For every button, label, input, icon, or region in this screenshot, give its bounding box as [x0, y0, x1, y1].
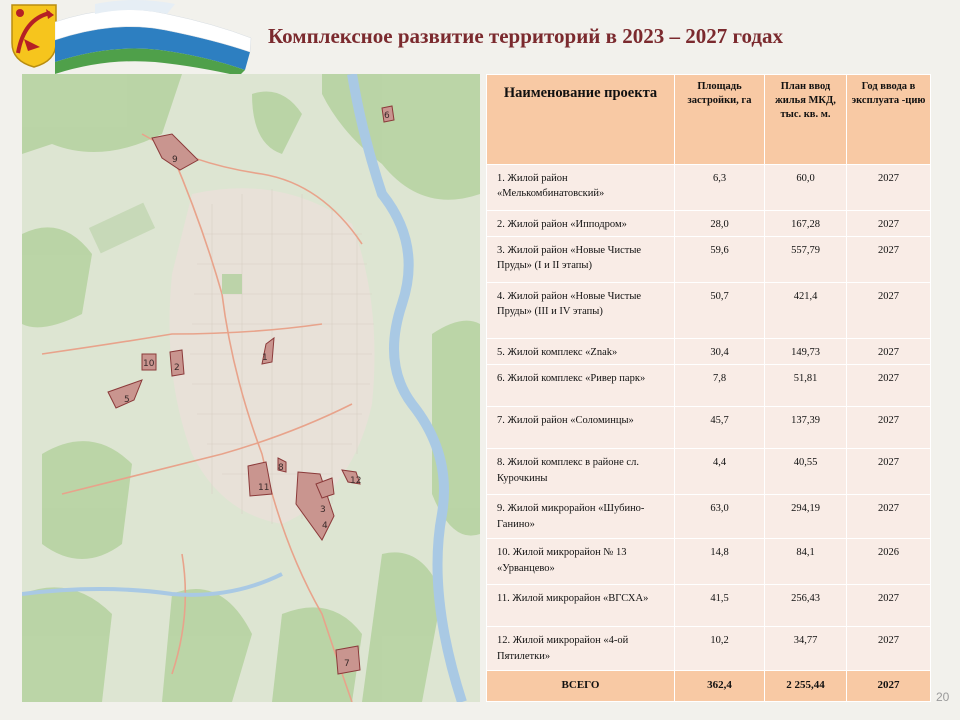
project-plan: 34,77	[765, 627, 847, 671]
project-year: 2027	[847, 365, 931, 407]
total-label: ВСЕГО	[487, 671, 675, 702]
table-row	[487, 449, 931, 495]
project-year: 2027	[847, 237, 931, 283]
site-label: 9	[172, 155, 178, 165]
project-year: 2027	[847, 495, 931, 539]
project-name: 5. Жилой комплекс «Znak»	[487, 339, 675, 365]
table-row	[487, 165, 931, 211]
table-row	[487, 585, 931, 627]
site-label: 6	[384, 111, 390, 121]
project-name: 3. Жилой район «Новые Чистые Пруды» (I и II этапы)	[487, 237, 675, 283]
project-area: 10,2	[675, 627, 765, 671]
project-name: 11. Жилой микрорайон «ВГСХА»	[487, 585, 675, 627]
total-area: 362,4	[675, 671, 765, 702]
total-plan: 2 255,44	[765, 671, 847, 702]
project-name: 10. Жилой микрорайон № 13 «Урванцево»	[487, 539, 675, 585]
slide-title: Комплексное развитие территорий в 2023 – 2027 годах	[268, 24, 784, 48]
project-area: 7,8	[675, 365, 765, 407]
project-plan: 60,0	[765, 165, 847, 211]
table-row	[487, 339, 931, 365]
project-area: 4,4	[675, 449, 765, 495]
projects-table	[486, 74, 931, 702]
project-area: 50,7	[675, 283, 765, 339]
project-plan: 40,55	[765, 449, 847, 495]
site-label: 7	[344, 659, 350, 669]
table-row	[487, 211, 931, 237]
header-name: Наименование проекта	[487, 75, 675, 165]
page-number: 20	[936, 690, 950, 704]
project-name: 9. Жилой микрорайон «Шубино-Ганино»	[487, 495, 675, 539]
table-row	[487, 539, 931, 585]
site-label: 8	[278, 463, 284, 473]
project-name: 7. Жилой район «Соломинцы»	[487, 407, 675, 449]
city-map	[22, 74, 480, 702]
project-plan: 557,79	[765, 237, 847, 283]
site-label: 11	[258, 483, 270, 493]
table-row	[487, 627, 931, 671]
project-area: 41,5	[675, 585, 765, 627]
project-plan: 149,73	[765, 339, 847, 365]
project-year: 2027	[847, 283, 931, 339]
total-row	[487, 671, 931, 702]
table-row	[487, 407, 931, 449]
project-area: 14,8	[675, 539, 765, 585]
project-area: 28,0	[675, 211, 765, 237]
project-year: 2026	[847, 539, 931, 585]
project-year: 2027	[847, 449, 931, 495]
project-area: 63,0	[675, 495, 765, 539]
coat-of-arms-icon	[10, 3, 58, 69]
project-area: 45,7	[675, 407, 765, 449]
header-area: Площадь застройки, га	[675, 75, 765, 165]
project-name: 6. Жилой комплекс «Ривер парк»	[487, 365, 675, 407]
site-label: 2	[174, 363, 180, 373]
project-plan: 294,19	[765, 495, 847, 539]
project-year: 2027	[847, 585, 931, 627]
table-row	[487, 495, 931, 539]
table-row	[487, 237, 931, 283]
project-plan: 51,81	[765, 365, 847, 407]
header-plan: План ввод жилья МКД, тыс. кв. м.	[765, 75, 847, 165]
project-plan: 256,43	[765, 585, 847, 627]
site-label: 10	[143, 359, 155, 369]
table-row	[487, 365, 931, 407]
project-name: 12. Жилой микрорайон «4-ой Пятилетки»	[487, 627, 675, 671]
project-name: 2. Жилой район «Ипподром»	[487, 211, 675, 237]
regional-flag-ribbon	[55, 0, 255, 78]
site-label: 1	[262, 353, 268, 363]
project-year: 2027	[847, 339, 931, 365]
project-year: 2027	[847, 407, 931, 449]
project-plan: 167,28	[765, 211, 847, 237]
project-area: 59,6	[675, 237, 765, 283]
site-label: 5	[124, 395, 130, 405]
project-plan: 84,1	[765, 539, 847, 585]
site-label: 4	[322, 521, 328, 531]
project-year: 2027	[847, 165, 931, 211]
total-year: 2027	[847, 671, 931, 702]
site-label: 3	[320, 505, 326, 515]
header-year: Год ввода в эксплуата -цию	[847, 75, 931, 165]
project-plan: 137,39	[765, 407, 847, 449]
project-plan: 421,4	[765, 283, 847, 339]
table-row	[487, 283, 931, 339]
project-area: 30,4	[675, 339, 765, 365]
project-name: 4. Жилой район «Новые Чистые Пруды» (III и IV этапы)	[487, 283, 675, 339]
project-year: 2027	[847, 627, 931, 671]
site-label: 12	[350, 476, 362, 486]
project-year: 2027	[847, 211, 931, 237]
project-name: 1. Жилой район «Мелькомбинатовский»	[487, 165, 675, 211]
project-name: 8. Жилой комплекс в районе сл. Курочкины	[487, 449, 675, 495]
project-area: 6,3	[675, 165, 765, 211]
